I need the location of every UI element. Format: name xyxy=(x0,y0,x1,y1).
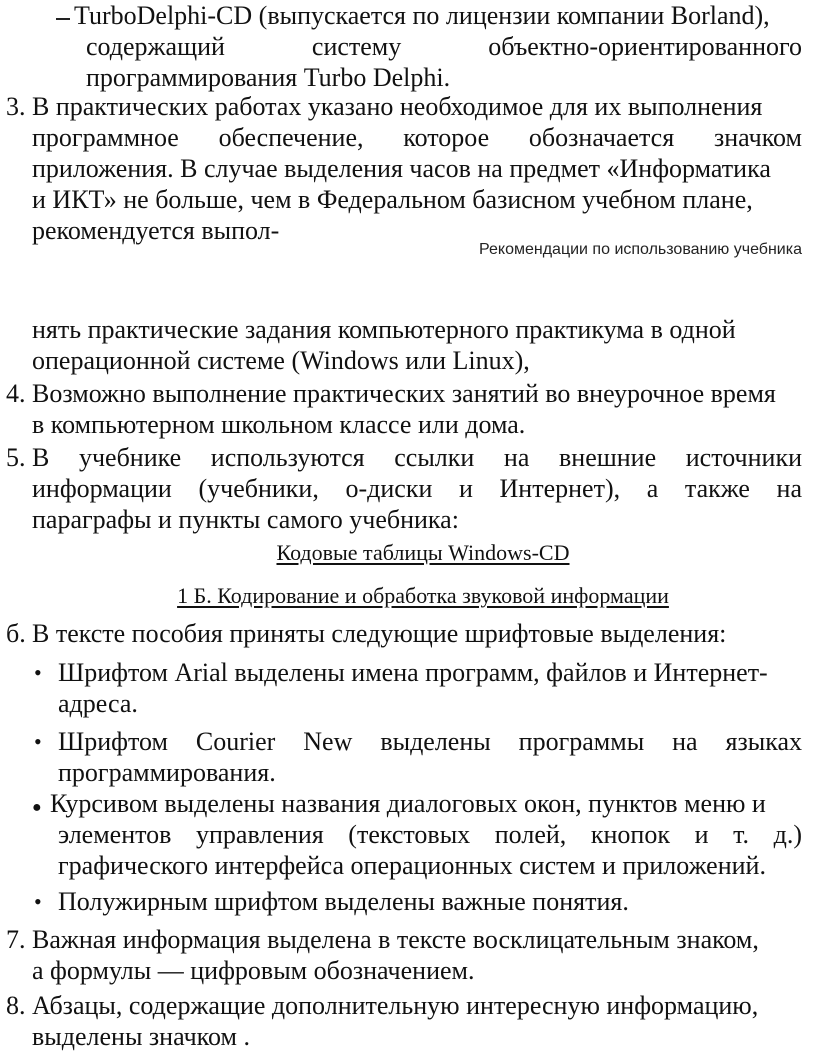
item7-line2: а формулы — цифровым обозначением. xyxy=(32,956,475,985)
item3-continued xyxy=(0,314,816,376)
item5-number: 5. xyxy=(6,443,26,472)
item7-number: 7. xyxy=(6,925,26,954)
running-header: Рекомендации по использованию учебника xyxy=(479,241,802,258)
item3-number: 3. xyxy=(6,92,26,121)
item3-line5: рекомендуется выпол- xyxy=(32,216,280,245)
item8-line1: Абзацы, содержащие дополнительную интересную информацию, xyxy=(32,991,759,1020)
item3-line2: программное обеспечение, которое обозначается значком xyxy=(32,123,802,152)
item4-line2: в компьютерном школьном классе или дома. xyxy=(32,410,526,439)
item7 xyxy=(0,924,816,986)
bullet-dot: • xyxy=(34,660,42,685)
item3-line4: и ИКТ» не больше, чем в Федеральном базисном учебном плане, xyxy=(32,185,753,214)
item5-line1: В учебнике используются ссылки на внешние источники xyxy=(32,443,802,472)
item7-line1: Важная информация выделена в тексте восклицательным знаком, xyxy=(32,925,759,954)
item2-line1: TurboDelphi-CD (выпускается по лицензии компании Borland), xyxy=(74,1,770,30)
bullet-bold xyxy=(0,886,816,917)
bullet4-line1: Полужирным шрифтом выделены важные понятия. xyxy=(58,887,629,916)
dash-mark xyxy=(56,18,70,20)
item2-line3: программирования Turbo Delphi. xyxy=(86,63,451,92)
bullet2-line1: Шрифтом Courier New выделены программы на языках xyxy=(58,727,802,756)
bullet3-line3: графического интерфейса операционных систем и приложений. xyxy=(58,851,766,880)
link-code-tables[interactable]: Кодовые таблицы Windows-CD xyxy=(276,540,570,565)
item8-number: 8. xyxy=(6,991,26,1020)
item4-line1: Возможно выполнение практических занятий во внеурочное время xyxy=(32,379,776,408)
bullet-dot: • xyxy=(34,889,42,914)
bullet3-line1: Курсивом выделены названия диалоговых окон, пунктов меню и xyxy=(50,789,766,818)
item2-tail xyxy=(0,0,816,93)
bullet-dot: • xyxy=(34,729,42,754)
bullet-courier xyxy=(0,726,816,788)
item3-line7: операционной системе (Windows или Linux), xyxy=(32,346,530,375)
bullet2-line2: программирования. xyxy=(58,758,276,787)
item2-line2: содержащий систему объектно-ориентированного xyxy=(86,32,802,61)
bullet-arial xyxy=(0,657,816,719)
item4-number: 4. xyxy=(6,379,26,408)
bullet-dot: ● xyxy=(32,799,42,816)
item5-line2: информации (учебники, о-диски и Интернет), а также на xyxy=(32,474,802,503)
item3-line3: приложения. В случае выделения часов на предмет «Информатика xyxy=(32,154,771,183)
item3 xyxy=(0,91,816,246)
item5 xyxy=(0,442,816,535)
item6-line1: В тексте пособия приняты следующие шрифтовые выделения: xyxy=(32,619,727,648)
item4 xyxy=(0,378,816,440)
item8-line2: выделены значком . xyxy=(32,1022,250,1051)
item3-line1: В практических работах указано необходимое для их выполнения xyxy=(32,92,763,121)
bullet1-line2: адреса. xyxy=(58,689,138,718)
link-audio-info[interactable]: 1 Б. Кодирование и обработка звуковой информации xyxy=(177,583,669,608)
item6-number: б. xyxy=(6,619,26,648)
item3-line6: нять практические задания компьютерного практикума в одной xyxy=(32,315,736,344)
item5-line3: параграфы и пункты самого учебника: xyxy=(32,505,459,534)
item8 xyxy=(0,990,816,1052)
bullet1-line1: Шрифтом Arial выделены имена программ, файлов и Интернет- xyxy=(58,658,768,687)
bullet3-line2: элементов управления (текстовых полей, кнопок и т. д.) xyxy=(58,820,802,849)
bullet-italic xyxy=(0,788,816,881)
item6 xyxy=(0,618,816,649)
